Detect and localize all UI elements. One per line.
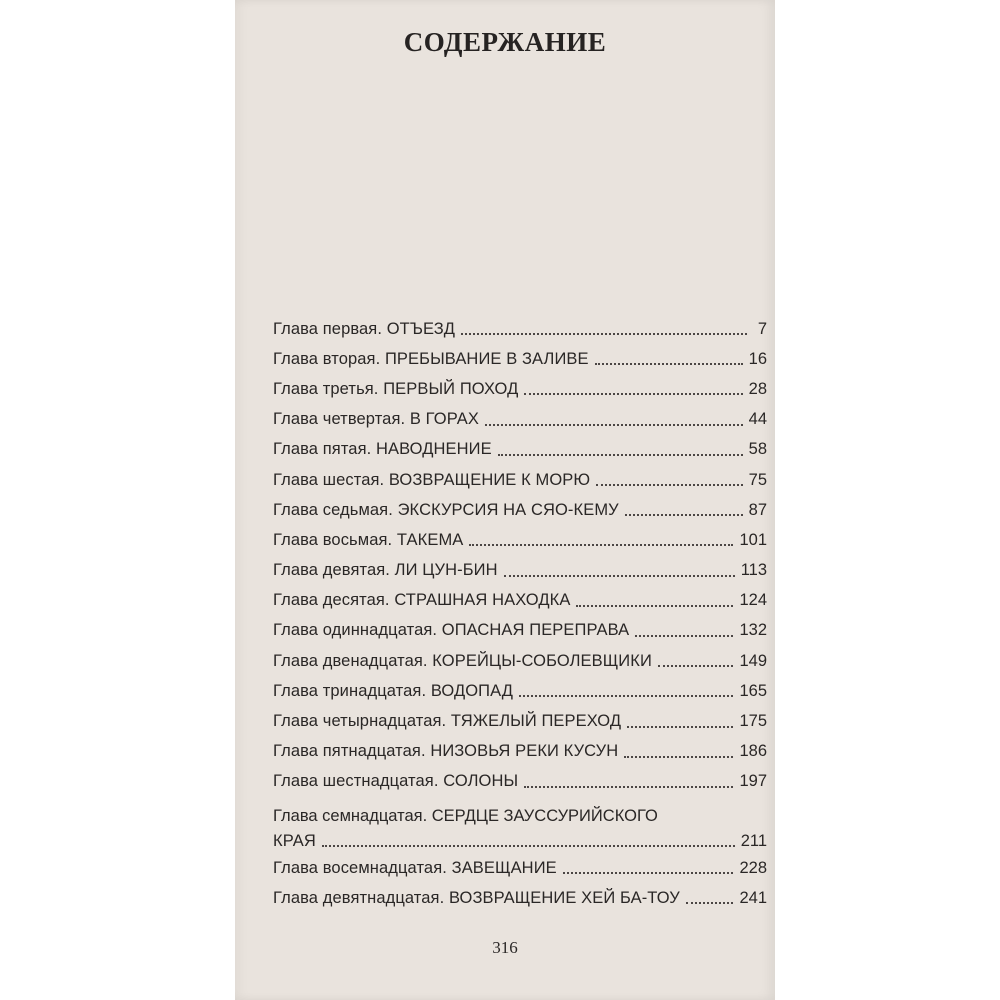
toc-entry — [273, 586, 767, 616]
chapter-name: ТАКЕМА — [396, 530, 464, 549]
toc-entry-continuation — [273, 829, 767, 853]
dot-leader — [485, 424, 743, 426]
chapter-number: Глава одиннадцатая. — [273, 621, 438, 640]
toc-entry-title — [273, 652, 652, 671]
toc-entry-title — [273, 561, 498, 580]
toc-page-number: 44 — [748, 410, 767, 429]
chapter-name: СЕРДЦЕ ЗАУССУРИЙСКОГО — [431, 807, 658, 825]
toc-entry — [273, 646, 767, 676]
chapter-number: Глава седьмая. — [273, 500, 393, 519]
toc-page-number: 132 — [739, 621, 767, 640]
toc-entry-title — [273, 531, 463, 550]
chapter-name: СОЛОНЫ — [443, 772, 519, 791]
toc-page-number: 165 — [739, 681, 767, 700]
toc-entry — [273, 767, 767, 797]
dot-leader — [498, 454, 743, 456]
toc-entry — [273, 676, 767, 706]
chapter-number: Глава шестая. — [273, 470, 385, 489]
dot-leader — [469, 544, 733, 546]
toc-page-number: 58 — [748, 440, 767, 459]
toc-entry — [273, 495, 767, 525]
chapter-number: Глава двенадцатая. — [273, 651, 428, 670]
toc-entry-title — [273, 410, 479, 429]
toc-page-number: 101 — [739, 530, 767, 549]
toc-page-number: 87 — [748, 500, 767, 519]
toc-page-number: 75 — [748, 470, 767, 489]
toc-entry — [273, 405, 767, 435]
toc-entry — [273, 883, 767, 913]
toc-entry-title — [273, 320, 455, 339]
toc-entry-title — [273, 682, 513, 701]
toc-entry — [273, 314, 767, 344]
toc-entry-title — [273, 501, 619, 520]
chapter-number: Глава девятая. — [273, 561, 390, 580]
dot-leader — [625, 514, 743, 516]
dot-leader — [524, 786, 733, 788]
chapter-name: ЛИ ЦУН-БИН — [394, 561, 498, 580]
toc-entry — [273, 706, 767, 736]
toc-page-number: 228 — [739, 858, 767, 877]
dot-leader — [686, 902, 734, 904]
chapter-number: Глава восьмая. — [273, 530, 393, 549]
chapter-name: ЗАВЕЩАНИЕ — [451, 858, 557, 877]
chapter-name: В ГОРАХ — [409, 410, 479, 429]
chapter-name-continuation: КРАЯ — [273, 831, 316, 850]
chapter-name: ВОЗВРАЩЕНИЕ К МОРЮ — [388, 470, 591, 489]
toc-entry-title — [273, 440, 492, 459]
chapter-number: Глава четырнадцатая. — [273, 712, 447, 731]
toc-entry — [273, 465, 767, 495]
dot-leader — [322, 845, 735, 847]
toc-page-number: 16 — [748, 349, 767, 368]
toc-entry-title — [273, 591, 570, 610]
dot-leader — [624, 756, 733, 758]
chapter-name: ВОДОПАД — [430, 681, 514, 700]
toc-entry-title — [273, 621, 629, 640]
toc-entry — [273, 344, 767, 374]
chapter-name: ПЕРВЫЙ ПОХОД — [383, 379, 519, 398]
chapter-name: НАВОДНЕНИЕ — [375, 440, 492, 459]
toc-entry — [273, 374, 767, 404]
dot-leader — [524, 393, 742, 395]
chapter-number: Глава шестнадцатая. — [273, 772, 439, 791]
chapter-name: КОРЕЙЦЫ-СОБОЛЕВЩИКИ — [432, 651, 652, 670]
chapter-number: Глава пятая. — [273, 440, 372, 459]
dot-leader — [658, 665, 734, 667]
toc-entry-title — [273, 471, 590, 490]
chapter-name: СТРАШНАЯ НАХОДКА — [394, 591, 571, 610]
dot-leader — [563, 872, 734, 874]
chapter-number: Глава семнадцатая. — [273, 807, 428, 825]
toc-page-number: 28 — [748, 379, 767, 398]
toc-entry-title — [273, 859, 557, 878]
table-of-contents — [273, 314, 767, 913]
toc-page-number: 7 — [757, 319, 767, 338]
toc-entry-title — [273, 772, 518, 791]
chapter-name: ПРЕБЫВАНИЕ В ЗАЛИВЕ — [384, 349, 589, 368]
chapter-name: ВОЗВРАЩЕНИЕ ХЕЙ БА-ТОУ — [448, 888, 680, 907]
chapter-number: Глава первая. — [273, 319, 383, 338]
toc-page-number: 175 — [739, 712, 767, 731]
toc-page-number: 149 — [739, 651, 767, 670]
chapter-name: ОТЪЕЗД — [386, 319, 456, 338]
toc-page-number: 186 — [739, 742, 767, 761]
toc-entry-title — [273, 712, 621, 731]
chapter-number: Глава тринадцатая. — [273, 681, 427, 700]
toc-entry-title — [273, 889, 680, 908]
toc-entry — [273, 556, 767, 586]
toc-page-number: 113 — [740, 561, 767, 580]
toc-entry — [273, 737, 767, 767]
toc-entry — [273, 525, 767, 555]
chapter-name: НИЗОВЬЯ РЕКИ КУСУН — [430, 742, 619, 761]
toc-entry-title — [273, 742, 618, 761]
toc-entry — [273, 435, 767, 465]
dot-leader — [576, 605, 733, 607]
chapter-number: Глава десятая. — [273, 591, 390, 610]
dot-leader — [519, 695, 733, 697]
toc-entry-title — [273, 803, 767, 829]
toc-entry — [273, 616, 767, 646]
dot-leader — [504, 575, 735, 577]
chapter-name: ЭКСКУРСИЯ НА СЯО-КЕМУ — [397, 500, 619, 519]
page-number: 316 — [492, 938, 518, 957]
dot-leader — [596, 484, 743, 486]
toc-entry — [273, 797, 767, 853]
dot-leader — [635, 635, 733, 637]
dot-leader — [595, 363, 743, 365]
chapter-number: Глава четвертая. — [273, 410, 406, 429]
toc-page-number: 197 — [739, 772, 767, 791]
toc-page-number: 211 — [740, 831, 767, 850]
chapter-name: ОПАСНАЯ ПЕРЕПРАВА — [441, 621, 630, 640]
chapter-number: Глава третья. — [273, 379, 379, 398]
dot-leader — [627, 726, 733, 728]
dot-leader — [461, 333, 747, 335]
chapter-name: ТЯЖЕЛЫЙ ПЕРЕХОД — [450, 712, 622, 731]
chapter-number: Глава восемнадцатая. — [273, 858, 447, 877]
chapter-number: Глава вторая. — [273, 349, 381, 368]
toc-entry-title — [273, 380, 518, 399]
toc-entry-title — [273, 350, 589, 369]
chapter-number: Глава пятнадцатая. — [273, 742, 426, 761]
page-title: СОДЕРЖАНИЕ — [403, 27, 607, 57]
toc-page-number: 241 — [739, 888, 767, 907]
toc-page-number: 124 — [739, 591, 767, 610]
toc-entry — [273, 853, 767, 883]
chapter-number: Глава девятнадцатая. — [273, 888, 445, 907]
